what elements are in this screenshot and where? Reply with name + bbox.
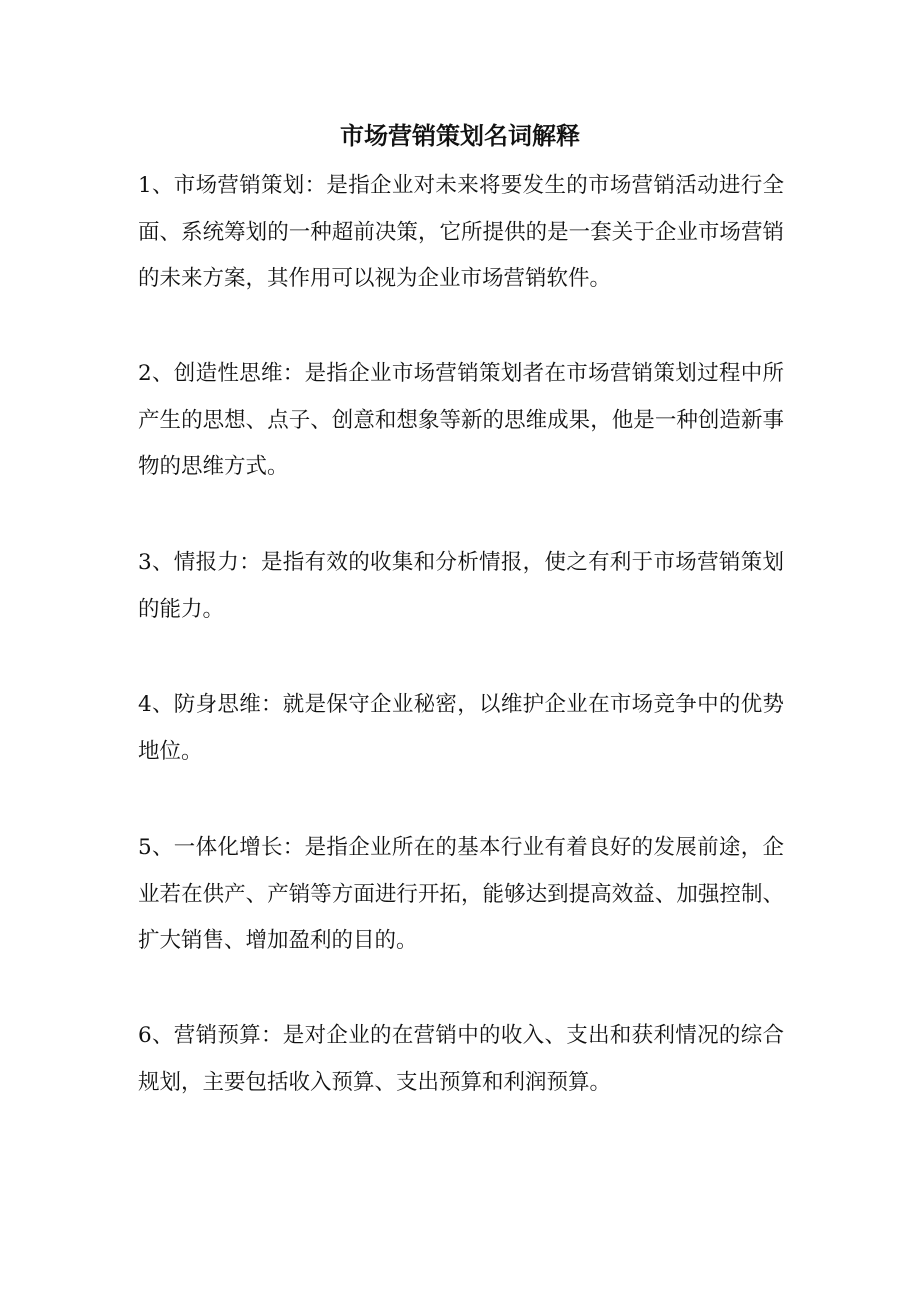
definition-entry-1: 1、市场营销策划：是指企业对未来将要发生的市场营销活动进行全面、系统筹划的一种超前决策，它所提供的是一套关于企业市场营销的未来方案，其作用可以视为企业市场营销软件。 [138, 173, 784, 291]
definition-entry-4: 4、防身思维：就是保守企业秘密，以维护企业在市场竞争中的优势地位。 [138, 692, 784, 764]
definition-entry-2: 2、创造性思维：是指企业市场营销策划者在市场营销策划过程中所产生的思想、点子、创意和想象等新的思维成果，他是一种创造新事物的思维方式。 [138, 361, 784, 479]
definition-entry-5: 5、一体化增长：是指企业所在的基本行业有着良好的发展前途，企业若在供产、产销等方面进行开拓，能够达到提高效益、加强控制、扩大销售、增加盈利的目的。 [138, 835, 784, 953]
definition-entry-6: 6、营销预算：是对企业的在营销中的收入、支出和获利情况的综合规划，主要包括收入预算、支出预算和利润预算。 [138, 1023, 784, 1095]
definition-entry-3: 3、情报力：是指有效的收集和分析情报，使之有利于市场营销策划的能力。 [138, 550, 784, 622]
document-title: 市场营销策划名词解释 [340, 121, 580, 150]
